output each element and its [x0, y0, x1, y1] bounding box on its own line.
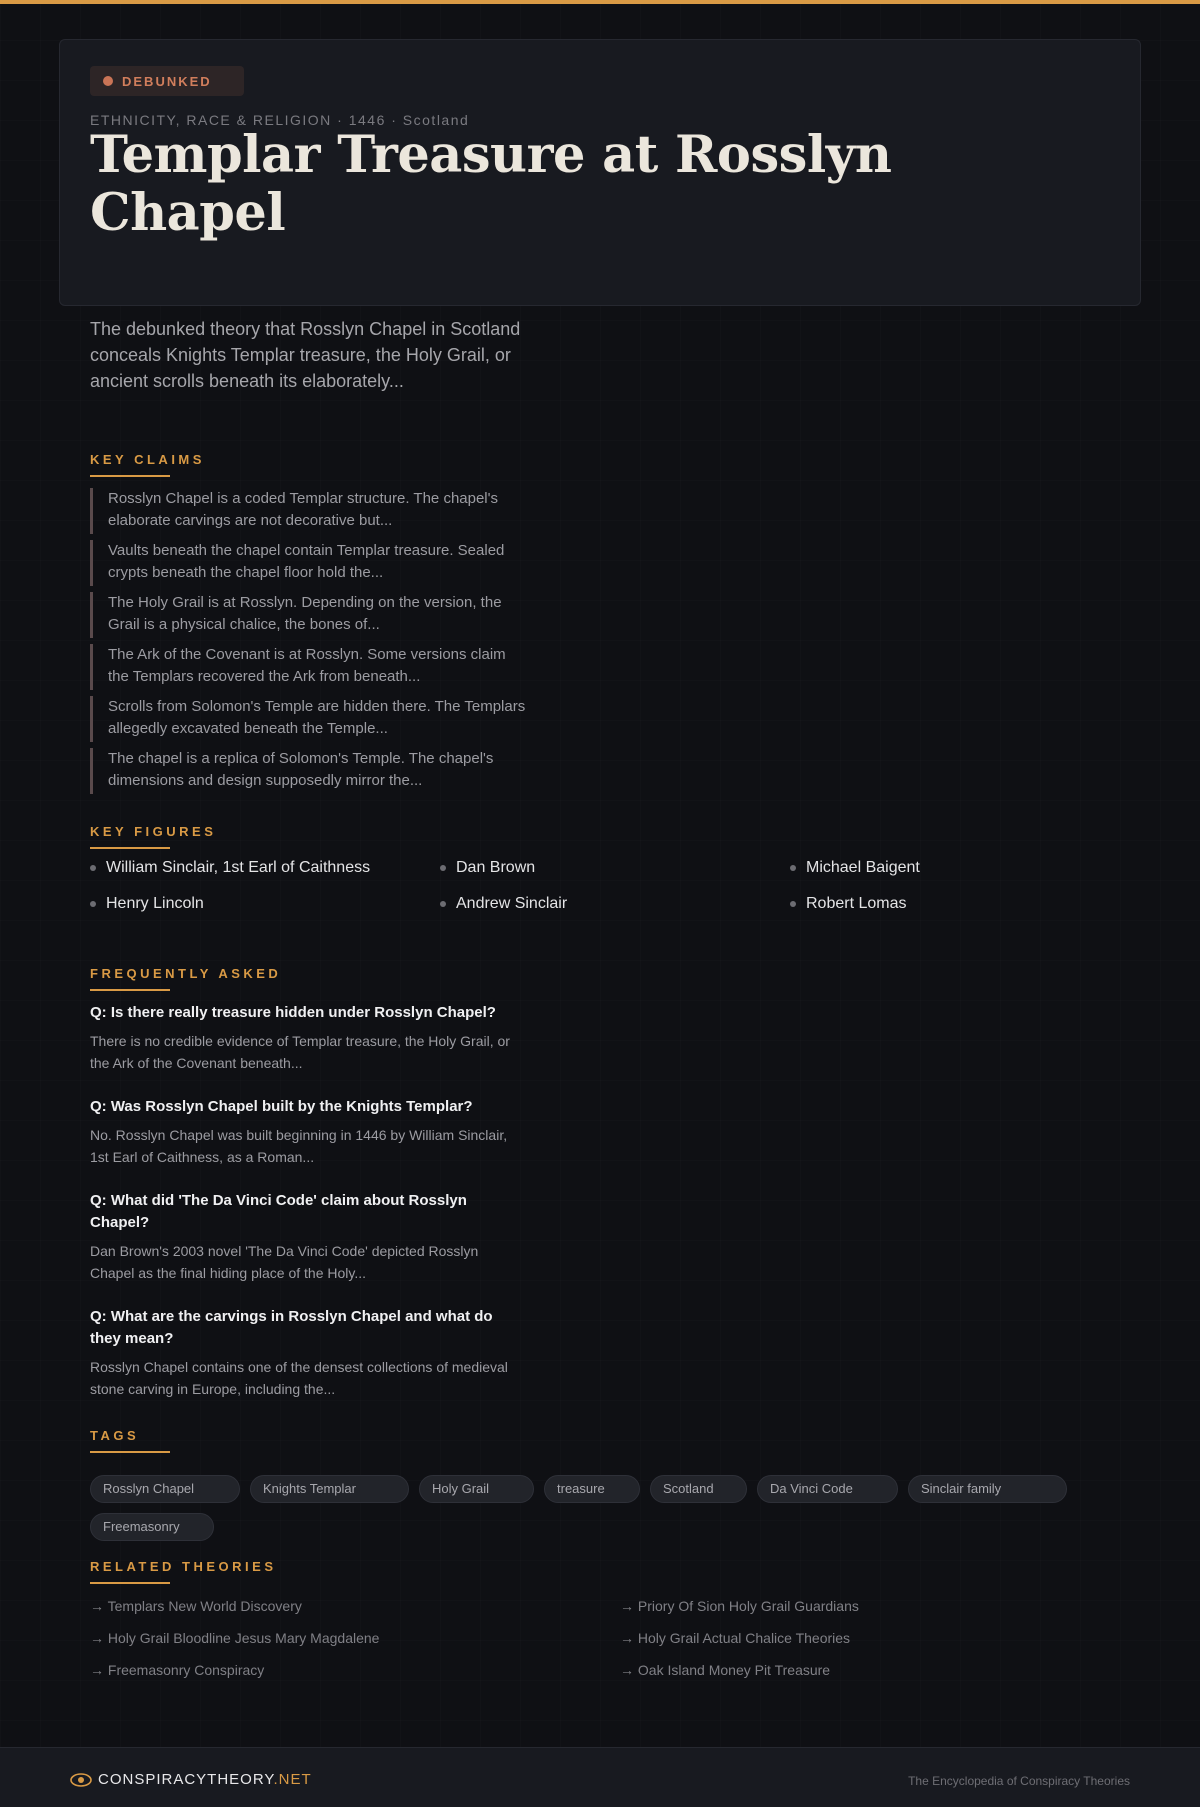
- faq-answer: No. Rosslyn Chapel was built beginning in 1446 by William Sinclair, 1st Earl of Caithness, as a Roman...: [90, 1127, 508, 1165]
- faq-item: [90, 1002, 510, 1074]
- section-label: FREQUENTLY ASKED: [90, 966, 282, 981]
- claim-item: The Holy Grail is at Rosslyn. Depending on the version, the Grail is a physical chalice, the bones of...: [90, 592, 530, 638]
- tag-chip[interactable]: Holy Grail: [419, 1475, 534, 1503]
- tag-chip[interactable]: Rosslyn Chapel: [90, 1475, 240, 1503]
- status-badge: [90, 66, 244, 96]
- bullet-icon: [790, 901, 796, 907]
- figure-item[interactable]: [790, 893, 1140, 915]
- related-heading: [90, 1559, 277, 1584]
- section-divider: [90, 1582, 170, 1584]
- figures-list: [90, 857, 1140, 915]
- section-label: KEY FIGURES: [90, 824, 217, 839]
- claims-list: [90, 488, 530, 800]
- category-meta: ETHNICITY, RACE & RELIGION · 1446 · Scotland: [90, 112, 470, 128]
- faq-heading: [90, 966, 281, 991]
- top-accent-bar: [0, 0, 1200, 4]
- tag-chip[interactable]: treasure: [544, 1475, 640, 1503]
- section-label: TAGS: [90, 1428, 140, 1443]
- faq-item: [90, 1306, 510, 1400]
- tag-list: [90, 1475, 1090, 1541]
- related-link[interactable]: → Oak Island Money Pit Treasure: [620, 1662, 831, 1678]
- tag-chip[interactable]: Da Vinci Code: [757, 1475, 898, 1503]
- eye-icon: [70, 1773, 92, 1787]
- tag-chip[interactable]: Sinclair family: [908, 1475, 1067, 1503]
- bullet-icon: [440, 865, 446, 871]
- faq-answer: Dan Brown's 2003 novel 'The Da Vinci Code' depicted Rosslyn Chapel as the final hiding place of the Holy...: [90, 1243, 479, 1281]
- faq-question[interactable]: Q: What did 'The Da Vinci Code' claim about Rosslyn Chapel?: [90, 1192, 467, 1231]
- status-dot-icon: [103, 76, 113, 86]
- bullet-icon: [90, 865, 96, 871]
- page-title: Templar Treasure at Rosslyn Chapel: [90, 125, 892, 243]
- section-divider: [90, 847, 170, 849]
- related-link[interactable]: → Holy Grail Bloodline Jesus Mary Magdalene: [90, 1630, 380, 1646]
- figure-name: William Sinclair, 1st Earl of Caithness: [106, 859, 371, 876]
- site-footer: [0, 1747, 1200, 1807]
- section-divider: [90, 1451, 170, 1453]
- hero-card: [59, 39, 1141, 306]
- site-logo[interactable]: [70, 1771, 312, 1788]
- footer-tagline: The Encyclopedia of Conspiracy Theories: [908, 1774, 1130, 1788]
- figure-item[interactable]: [90, 857, 440, 879]
- key-claims-heading: [90, 452, 205, 477]
- section-divider: [90, 989, 170, 991]
- faq-list: [90, 1002, 510, 1422]
- claim-item: The chapel is a replica of Solomon's Temple. The chapel's dimensions and design supposedly mirror the...: [90, 748, 530, 794]
- related-link[interactable]: → Templars New World Discovery: [90, 1598, 302, 1614]
- related-link[interactable]: → Priory Of Sion Holy Grail Guardians: [620, 1598, 859, 1614]
- faq-question[interactable]: Q: Was Rosslyn Chapel built by the Knights Templar?: [90, 1098, 473, 1115]
- faq-item: [90, 1190, 510, 1284]
- logo-main: CONSPIRACYTHEORY: [98, 1771, 274, 1788]
- tags-heading: [90, 1428, 170, 1453]
- tag-chip[interactable]: Freemasonry: [90, 1513, 214, 1541]
- faq-question[interactable]: Q: What are the carvings in Rosslyn Chapel and what do they mean?: [90, 1308, 493, 1347]
- figure-item[interactable]: [440, 857, 790, 879]
- bullet-icon: [790, 865, 796, 871]
- logo-text: [98, 1771, 312, 1788]
- figure-item[interactable]: [440, 893, 790, 915]
- related-list: [90, 1595, 1140, 1681]
- section-label: KEY CLAIMS: [90, 452, 205, 467]
- key-figures-heading: [90, 824, 216, 849]
- figure-name: Michael Baigent: [806, 859, 920, 876]
- figure-item[interactable]: [790, 857, 1140, 879]
- faq-answer: There is no credible evidence of Templar treasure, the Holy Grail, or the Ark of the Covenant beneath...: [90, 1033, 510, 1071]
- tag-chip[interactable]: Knights Templar: [250, 1475, 409, 1503]
- claim-item: The Ark of the Covenant is at Rosslyn. Some versions claim the Templars recovered the Ark from beneath...: [90, 644, 530, 690]
- intro-summary: The debunked theory that Rosslyn Chapel in Scotland conceals Knights Templar treasure, the Holy Grail, or ancient scrolls beneath its elaborately...: [90, 319, 521, 391]
- claim-item: Vaults beneath the chapel contain Templar treasure. Sealed crypts beneath the chapel floor hold the...: [90, 540, 530, 586]
- status-badge-label: DEBUNKED: [122, 73, 212, 89]
- related-link[interactable]: → Freemasonry Conspiracy: [90, 1662, 265, 1678]
- figure-name: Robert Lomas: [806, 895, 907, 912]
- claim-item: Rosslyn Chapel is a coded Templar structure. The chapel's elaborate carvings are not decorative but...: [90, 488, 530, 534]
- figure-name: Andrew Sinclair: [456, 895, 568, 912]
- bullet-icon: [440, 901, 446, 907]
- section-label: RELATED THEORIES: [90, 1559, 277, 1574]
- figure-name: Henry Lincoln: [106, 895, 204, 912]
- faq-item: [90, 1096, 510, 1168]
- claim-item: Scrolls from Solomon's Temple are hidden there. The Templars allegedly excavated beneath the Temple...: [90, 696, 530, 742]
- faq-question[interactable]: Q: Is there really treasure hidden under Rosslyn Chapel?: [90, 1004, 496, 1021]
- bullet-icon: [90, 901, 96, 907]
- figure-item[interactable]: [90, 893, 440, 915]
- tag-chip[interactable]: Scotland: [650, 1475, 747, 1503]
- related-link[interactable]: → Holy Grail Actual Chalice Theories: [620, 1630, 851, 1646]
- faq-answer: Rosslyn Chapel contains one of the densest collections of medieval stone carving in Europe, including the...: [90, 1359, 508, 1397]
- logo-accent: .NET: [273, 1771, 312, 1788]
- section-divider: [90, 475, 170, 477]
- figure-name: Dan Brown: [456, 859, 536, 876]
